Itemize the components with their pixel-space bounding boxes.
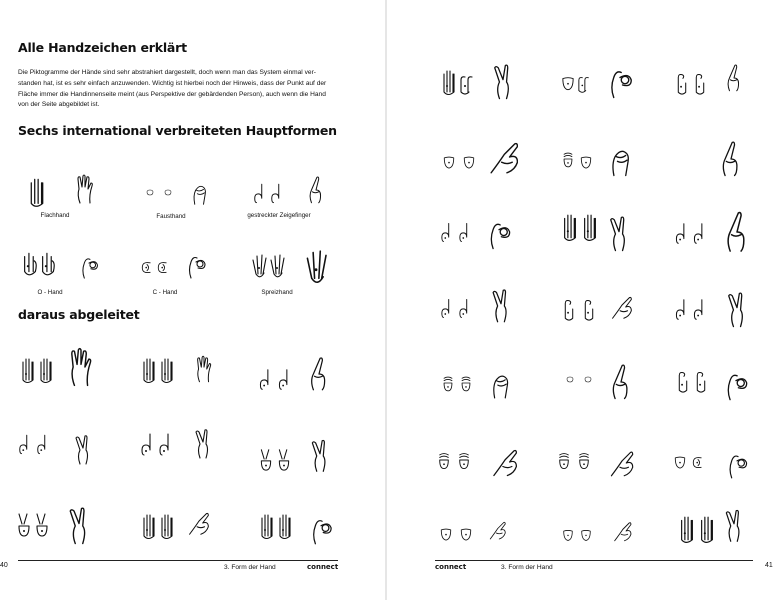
hand-pictogram-icon xyxy=(270,180,284,206)
hand-pictogram-icon xyxy=(560,212,580,242)
hand-pictogram-icon xyxy=(458,296,472,320)
hand-pictogram-icon xyxy=(440,296,454,320)
hand-pictogram-icon xyxy=(458,220,472,244)
hand-photo-sketch-icon xyxy=(722,364,750,402)
hand-pictogram-icon xyxy=(140,185,160,199)
hand-pictogram-icon xyxy=(560,524,576,544)
hand-pictogram-icon xyxy=(253,180,267,206)
footer-chapter: 3. Form der Hand xyxy=(501,564,553,571)
caption-index-finger: gestreckter Zeigefinger xyxy=(247,212,311,219)
hand-pictogram-icon xyxy=(692,368,710,394)
hand-photo-sketch-icon xyxy=(486,212,512,252)
hand-pictogram-icon xyxy=(140,430,156,458)
hand-pictogram-icon xyxy=(158,430,174,458)
hand-pictogram-icon xyxy=(578,372,598,386)
hand-pictogram-icon xyxy=(277,366,293,392)
hand-pictogram-icon xyxy=(440,372,456,394)
hand-pictogram-icon xyxy=(16,510,32,538)
hand-pictogram-icon xyxy=(296,244,336,284)
page-number: 40 xyxy=(0,562,8,569)
hand-pictogram-icon xyxy=(672,450,688,472)
hand-photo-sketch-icon xyxy=(64,346,98,388)
caption-c-hand: C - Hand xyxy=(152,289,178,296)
hand-pictogram-icon xyxy=(560,372,580,386)
hand-pictogram-icon xyxy=(140,512,158,540)
hand-pictogram-icon xyxy=(20,248,40,278)
hand-pictogram-icon xyxy=(158,512,176,540)
page-title: Alle Handzeichen erklärt xyxy=(18,40,187,55)
hand-photo-sketch-icon xyxy=(306,356,332,392)
hand-pictogram-icon xyxy=(578,150,594,172)
hand-pictogram-icon xyxy=(158,356,176,384)
caption-spread-hand: Spreizhand xyxy=(261,289,293,296)
hand-photo-sketch-icon xyxy=(488,136,518,178)
hand-pictogram-icon xyxy=(140,356,158,384)
hand-photo-sketch-icon xyxy=(608,362,634,402)
hand-pictogram-icon xyxy=(460,150,478,172)
hand-pictogram-icon xyxy=(692,296,708,322)
hand-photo-sketch-icon xyxy=(608,140,634,178)
hand-pictogram-icon xyxy=(560,148,576,170)
page-number: 41 xyxy=(765,562,773,569)
hand-photo-sketch-icon xyxy=(724,290,750,330)
hand-photo-sketch-icon xyxy=(308,434,332,478)
hand-pictogram-icon xyxy=(580,212,600,242)
hand-pictogram-icon xyxy=(458,372,474,394)
intro-line: Fläche immer die Handinnenseite meint (aus Perspektive der gebärdenden Person), auch wenn die Hand xyxy=(18,90,326,98)
hand-photo-sketch-icon xyxy=(488,366,514,400)
hand-pictogram-icon xyxy=(674,296,690,322)
footer-rule xyxy=(435,560,753,561)
hand-pictogram-icon xyxy=(560,296,578,322)
hand-pictogram-icon xyxy=(36,430,50,458)
hand-pictogram-icon xyxy=(576,70,592,94)
hand-photo-sketch-icon xyxy=(722,446,752,480)
hand-pictogram-icon xyxy=(674,368,692,394)
hand-photo-sketch-icon xyxy=(194,350,214,388)
hand-pictogram-icon xyxy=(34,510,50,538)
hand-photo-sketch-icon xyxy=(192,424,214,464)
hand-photo-sketch-icon xyxy=(72,430,94,470)
caption-fist-hand: Fausthand xyxy=(156,213,186,220)
hand-pictogram-icon xyxy=(258,366,274,392)
hand-pictogram-icon xyxy=(674,70,690,96)
hand-pictogram-icon xyxy=(268,250,286,278)
hand-pictogram-icon xyxy=(692,70,708,96)
hand-photo-sketch-icon xyxy=(600,292,642,322)
hand-pictogram-icon xyxy=(456,522,476,544)
hand-photo-sketch-icon xyxy=(304,510,338,546)
footer-brand-logo: connect xyxy=(435,563,467,571)
hand-pictogram-icon xyxy=(456,448,472,472)
hand-photo-sketch-icon xyxy=(490,62,516,102)
hand-photo-sketch-icon xyxy=(306,172,326,208)
hand-pictogram-icon xyxy=(250,250,268,278)
hand-pictogram-icon xyxy=(276,512,294,540)
hand-pictogram-icon xyxy=(690,450,706,472)
hand-photo-sketch-icon xyxy=(606,214,632,254)
hand-pictogram-icon xyxy=(560,70,576,94)
hand-photo-sketch-icon xyxy=(602,446,640,480)
hand-pictogram-icon xyxy=(556,448,572,472)
hand-photo-sketch-icon xyxy=(724,56,744,100)
hand-pictogram-icon xyxy=(36,356,56,384)
hand-photo-sketch-icon xyxy=(62,506,96,546)
hand-pictogram-icon xyxy=(576,448,592,472)
caption-o-hand: O - Hand xyxy=(37,289,63,296)
hand-pictogram-icon xyxy=(674,220,690,246)
section-title-derived: daraus abgeleitet xyxy=(18,307,140,322)
hand-pictogram-icon xyxy=(440,150,458,172)
hand-pictogram-icon xyxy=(38,248,58,278)
hand-pictogram-icon xyxy=(258,512,276,540)
intro-paragraph xyxy=(18,68,370,111)
hand-pictogram-icon xyxy=(440,220,454,244)
caption-flat-hand: Flachhand xyxy=(40,212,70,219)
hand-pictogram-icon xyxy=(276,446,292,472)
hand-photo-sketch-icon xyxy=(722,506,746,546)
hand-pictogram-icon xyxy=(440,68,458,96)
hand-pictogram-icon xyxy=(458,68,476,96)
hand-pictogram-icon xyxy=(580,296,598,322)
hand-photo-sketch-icon xyxy=(482,518,512,542)
hand-photo-sketch-icon xyxy=(722,210,752,254)
section-title-main-shapes: Sechs international verbreiteten Hauptformen xyxy=(18,123,337,138)
hand-pictogram-icon xyxy=(18,356,38,384)
hand-photo-sketch-icon xyxy=(190,178,210,206)
hand-pictogram-icon xyxy=(578,524,594,544)
hand-photo-sketch-icon xyxy=(72,250,106,280)
hand-photo-sketch-icon xyxy=(182,248,210,280)
hand-photo-sketch-icon xyxy=(718,140,744,178)
intro-line: von der Seite abgebildet ist. xyxy=(18,101,100,109)
footer-brand-logo: connect xyxy=(307,563,339,571)
hand-photo-sketch-icon xyxy=(488,288,514,324)
hand-pictogram-icon xyxy=(692,220,708,246)
hand-pictogram-icon xyxy=(154,255,172,277)
hand-photo-sketch-icon xyxy=(74,170,96,208)
footer-rule xyxy=(18,560,338,561)
hand-pictogram-icon xyxy=(158,185,178,199)
hand-photo-sketch-icon xyxy=(178,508,218,538)
hand-photo-sketch-icon xyxy=(488,444,520,480)
hand-pictogram-icon xyxy=(436,522,456,544)
intro-line: standen hat, ist es sehr einfach anzuwenden. Wichtig ist hierbei noch der Hinweis, dass der Punkt auf der xyxy=(18,79,327,87)
hand-photo-sketch-icon xyxy=(606,60,634,100)
hand-pictogram-icon xyxy=(436,448,452,472)
hand-pictogram-icon xyxy=(258,446,274,472)
intro-line: Die Piktogramme der Hände sind sehr abstrahiert dargestellt, doch wenn man das System einmal ver- xyxy=(18,69,316,76)
hand-pictogram-icon xyxy=(678,514,696,544)
hand-photo-sketch-icon xyxy=(602,518,642,544)
footer-chapter: 3. Form der Hand xyxy=(224,564,276,571)
hand-pictogram-icon xyxy=(698,514,716,544)
hand-pictogram-icon xyxy=(20,176,54,208)
hand-pictogram-icon xyxy=(18,430,32,458)
